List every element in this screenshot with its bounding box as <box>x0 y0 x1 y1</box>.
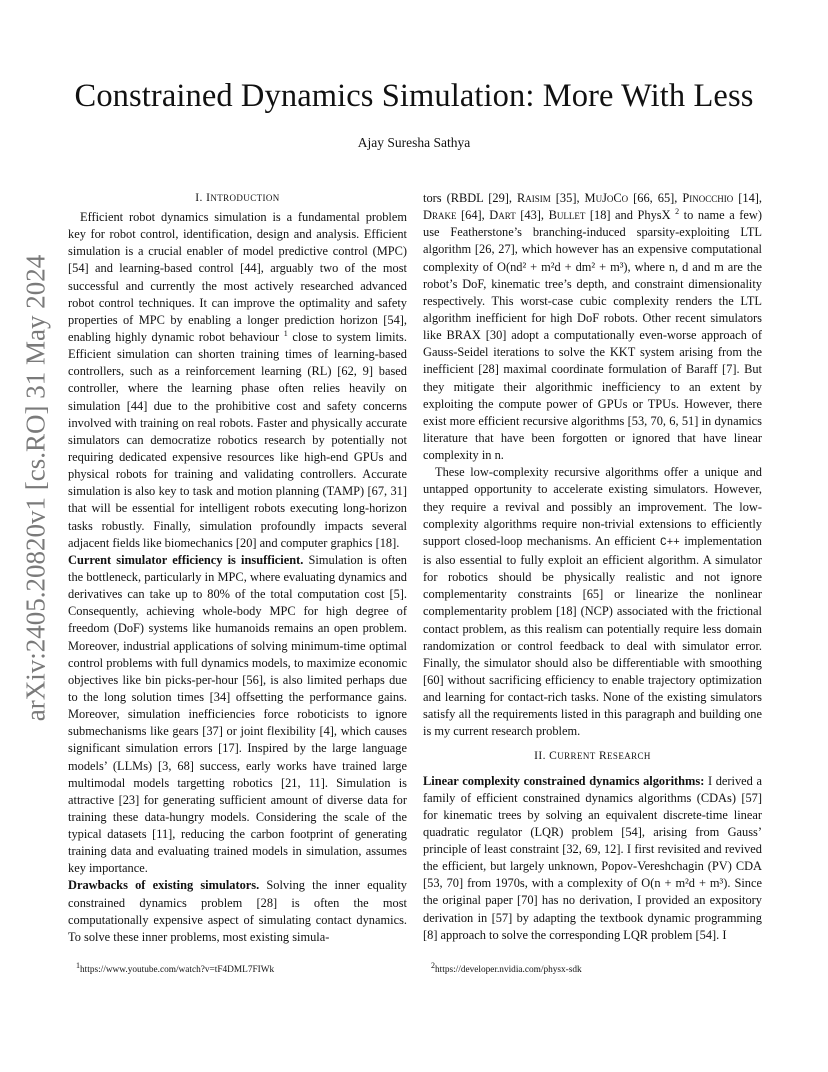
footnote-1-link[interactable]: https://www.youtube.com/watch?v=tF4DML7FIWk <box>80 965 275 975</box>
paper-author: Ajay Suresha Sathya <box>357 135 471 150</box>
left-column <box>68 190 407 946</box>
paragraph-heading: Drawbacks of existing simulators. <box>68 878 260 893</box>
footnote-ref-2: 2 <box>675 207 680 217</box>
section-heading-introduction: I. INTRODUCTION <box>195 192 280 204</box>
right-column <box>423 190 762 944</box>
footnote-2-link[interactable]: https://developer.nvidia.com/physx-sdk <box>435 965 582 975</box>
intro-paragraph-5: These low-complexity recursive algorithms offer a unique and untapped opportunity to accelerate existing simulators. However, they require a revival and possibly an improvement. The low-complexity algorithms require non-trivial extensions to efficiently support closed-loop mechanisms. An efficient C++ implementation is also essential to fully exploit an efficient algorithm. A simulator for robotics should be physically realistic and not ignore complementarity constraints [65] or linearize the nonlinear complementarity problem [18] (NCP) associated with the frictional contact problem, as this realism can potentially require less domain randomization or control feedback to deal with simulator error. Finally, the simulator should also be differentiable with smoothing [60] without sacrificing efficiency to enable trajectory optimization and learning for contact-rich tasks. None of the existing simulators satisfy all the requirements listed in this paragraph and building one is my current research problem. <box>423 465 763 739</box>
footnote-2: $^2$https://developer.nvidia.com/physx-sdk <box>431 960 582 975</box>
intro-paragraph-4: tors (RBDL [29], Raisim [35], MuJoCo [66, 65], Pinocchio [14], Drake [64], Dart [43], Bullet [18] and PhysX $^2$ to name a few) use Featherstone’s branching-induced sparsity-exploiting LTL algorithm [26, 27], which however has an expensive computational complexity of O(nd² + m²d + dm² + m³), where n, d and m are the robot’s DoF, kinematic tree’s depth, and constraint dimensionality respectively. This worst-case cubic complexity renders the LTL algorithm inefficient for high DoF robots. Other recent simulators like BRAX [30] adopt a computationally even-worse approach of Gauss-Seidel iterations to solve the KKT system arising from the inefficient [28] maximal coordinate formulation of Baraff [7]. But they mitigate their algorithmic inefficiency to an extent by exploiting the compute power of GPUs or TPUs. However, there exist more efficient recursive algorithms [53, 70, 6, 51] in dynamics literature that have been forgotten or ignored that have linear complexity in n. <box>423 191 763 463</box>
intro-paragraph-1: Efficient robot dynamics simulation is a fundamental problem key for robot control, identification, design and analysis. Efficient simulation is a crucial enabler of model predictive control (MPC) [54] and learning-based control [44], arguably two of the most successful and currently the most actively researched advanced robot control techniques. It can improve the optimality and safety properties of MPC by enabling a longer prediction horizon [54], enabling highly dynamic robot behaviour $^1$ close to system limits. Efficient simulation can shorten training times of learning-based controllers, such as a reinforcement learning (RL) [62, 9] based controller, where the learning phase often relies heavily on simulation [44] due to the prohibitive cost and safety concerns involved with training on real robots. Faster and physically accurate simulators can democratize robotics research by potentially not requiring dedicated expensive resources like high-end GPUs and physical robots for training and validating controllers. Accurate simulation is also key to task and motion planning (TAMP) [67, 31] that will be essential for intelligent robots executing long-horizon tasks robustly. Finally, simulation profoundly impacts several adjacent fields like biomechanics [20] and computer graphics [18]. <box>68 210 407 550</box>
footnote-ref-1: 1 <box>283 328 288 338</box>
paragraph-heading: Current simulator efficiency is insufficient. <box>68 552 304 567</box>
intro-paragraph-2: Current simulator efficiency is insufficient. Simulation is often the bottleneck, particularly in MPC, where evaluating dynamics and derivatives can take up to 80% of the total computation cost [5]. Consequently, achieving whole-body MPC for high degree of freedom (DoF) systems like humanoids remains an open problem. Moreover, industrial applications of solving minimum-time optimal control problems with full dynamics models, to maximize economic objectives like bin picks-per-hour [56], is also limited perhaps due to the long solution times [34] offsetting the performance gains. Moreover, simulation inefficiencies force roboticists to ignore submechanisms like gears [37] or joint flexibility [4], which causes significant simulation errors [17]. Inspired by the large language models’ (LLMs) [3, 68] success, early works have trained large multimodal models targetting robotics [21, 11]. Simulation is attractive [23] for generating sufficient amount of diverse data for training these data-hungry models. Considering the scale of the typical datasets [11], reducing the carbon footprint of generating training data and evaluating trained models in simulation, assumes key importance. <box>68 552 407 876</box>
paper-title: Constrained Dynamics Simulation: More With Less <box>74 78 754 114</box>
section-heading-current-research: II. CURRENT RESEARCH <box>534 749 651 762</box>
intro-paragraph-3: Drawbacks of existing simulators. Solving the inner equality constrained dynamics problem [28] is often the most computationally expensive aspect of simulating contact dynamics. To solve these inner problems, most existing simula- <box>68 878 407 944</box>
footnote-1: $^1$https://www.youtube.com/watch?v=tF4DML7FIWk <box>76 960 275 975</box>
arxiv-identifier: arXiv:2405.20820v1 [cs.RO] 31 May 2024 <box>20 254 51 722</box>
paragraph-heading: Linear complexity constrained dynamics algorithms: <box>423 773 705 788</box>
research-paragraph-1: Linear complexity constrained dynamics algorithms: I derived a family of efficient constrained dynamics algorithms (CDAs) [57] for kinematic trees by solving an equivalent discrete-time linear quadratic regulator (LQR) problem [54], arising from Gauss’ principle of least constraint [32, 69, 12]. I first revisited and revived the efficient, but largely unknown, Popov-Vereshchagin (PV) CDA [53, 70] from 1970s, with a complexity of O(n + m²d + m³). Since the original paper [70] has no derivation, I provided an expository derivation in [57] by adapting the textbook dynamic programming [8] approach to solve the corresponding LQR problem [54]. I <box>423 773 762 942</box>
